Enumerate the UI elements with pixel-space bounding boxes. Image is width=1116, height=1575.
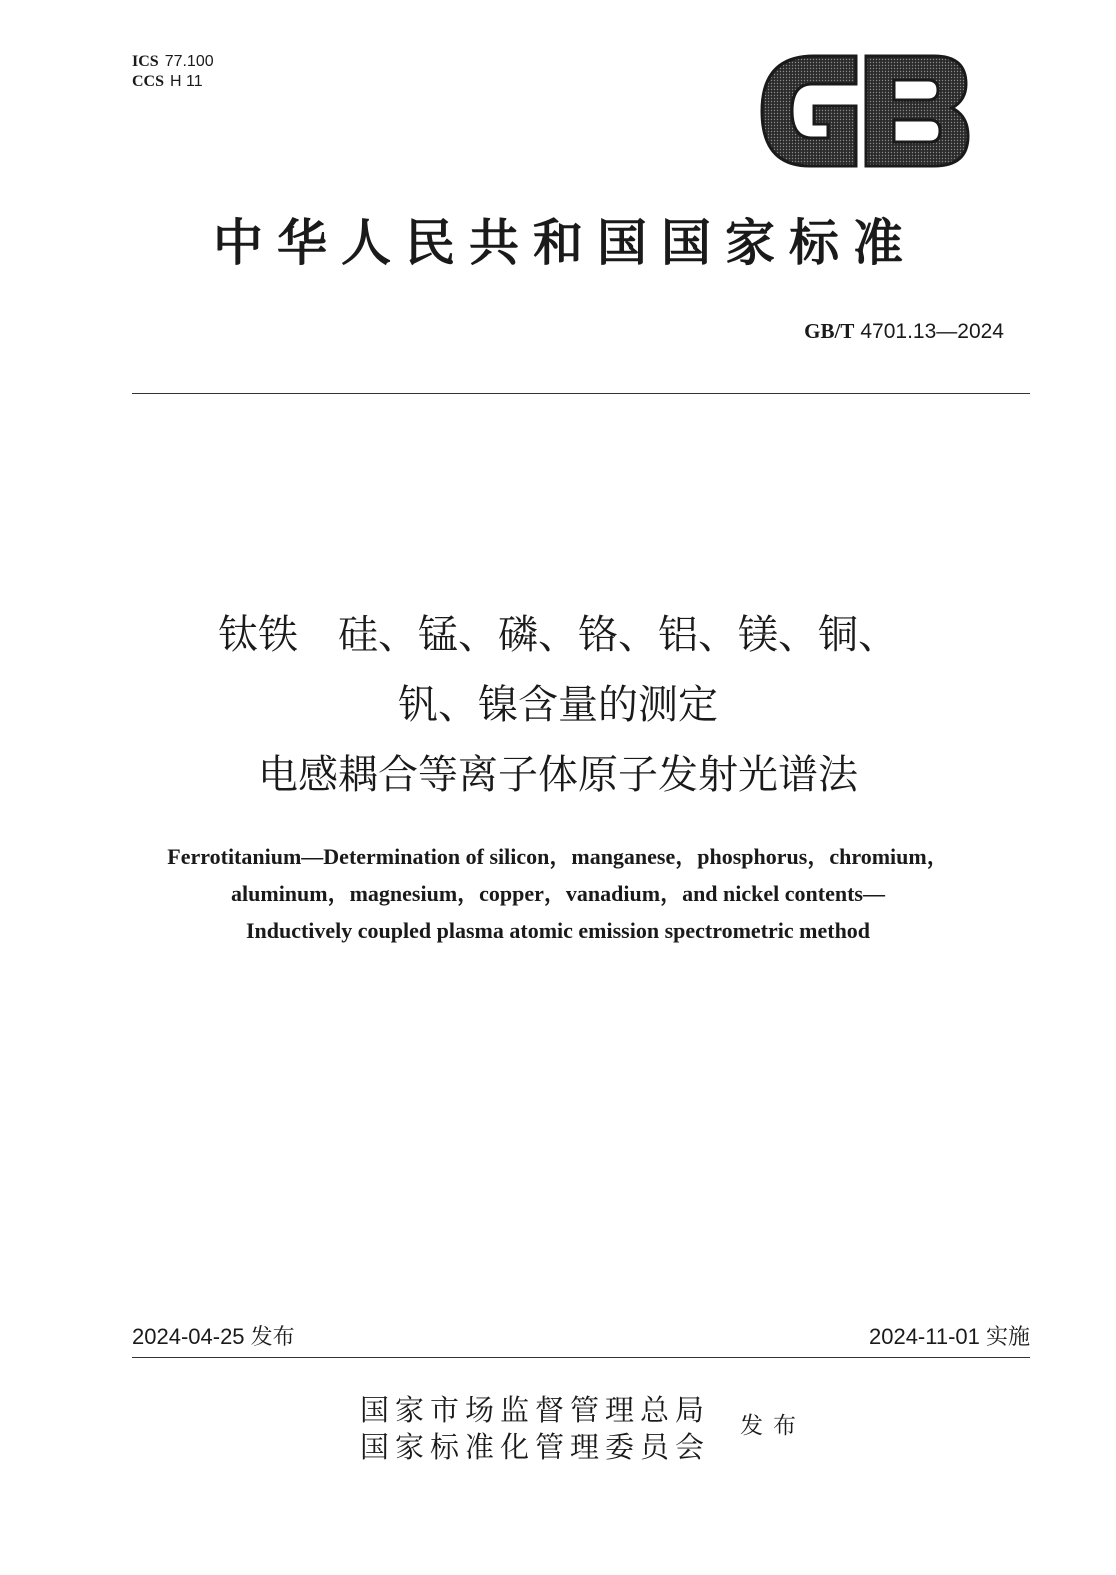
national-standard-title: 中华人民共和国国家标准: [213, 213, 917, 272]
publisher-sac: 国家标准化管理委员会: [360, 1430, 711, 1464]
issue-date: 2024-04-25 发布: [132, 1324, 295, 1349]
standard-number: GB/T 4701.13—2024: [804, 319, 1004, 343]
publisher-samr: 国家市场监督管理总局: [360, 1393, 711, 1427]
ccs-code: CCS H 11: [132, 73, 203, 90]
english-title-line-3: Inductively coupled plasma atomic emission spectrometric method: [245, 918, 871, 943]
ics-code: ICS 77.100: [132, 53, 214, 70]
gb-logo-b: [866, 56, 968, 166]
top-divider: [132, 393, 1030, 394]
classification-codes: [132, 52, 214, 92]
publish-label: 发布: [740, 1413, 806, 1439]
gb-logo-g: [762, 56, 856, 166]
publishing-authorities: [360, 1392, 710, 1466]
chinese-title-line-3: 电感耦合等离子体原子发射光谱法: [258, 752, 858, 798]
english-title: [0, 838, 1116, 949]
english-title-line-1: Ferrotitanium—Determination of silicon，manganese，phosphorus，chromium，: [167, 844, 949, 869]
chinese-title-line-2: 钒、镍含量的测定: [398, 682, 718, 728]
chinese-title: [0, 600, 1116, 810]
english-title-line-2: aluminum，magnesium，copper，vanadium，and nickel contents—: [231, 881, 885, 906]
bottom-divider: [132, 1357, 1030, 1358]
chinese-title-line-1: 钛铁 硅、锰、磷、铬、铝、镁、铜、: [218, 612, 898, 658]
gb-logo: [752, 52, 974, 170]
implementation-date: 2024-11-01 实施: [868, 1324, 1030, 1349]
